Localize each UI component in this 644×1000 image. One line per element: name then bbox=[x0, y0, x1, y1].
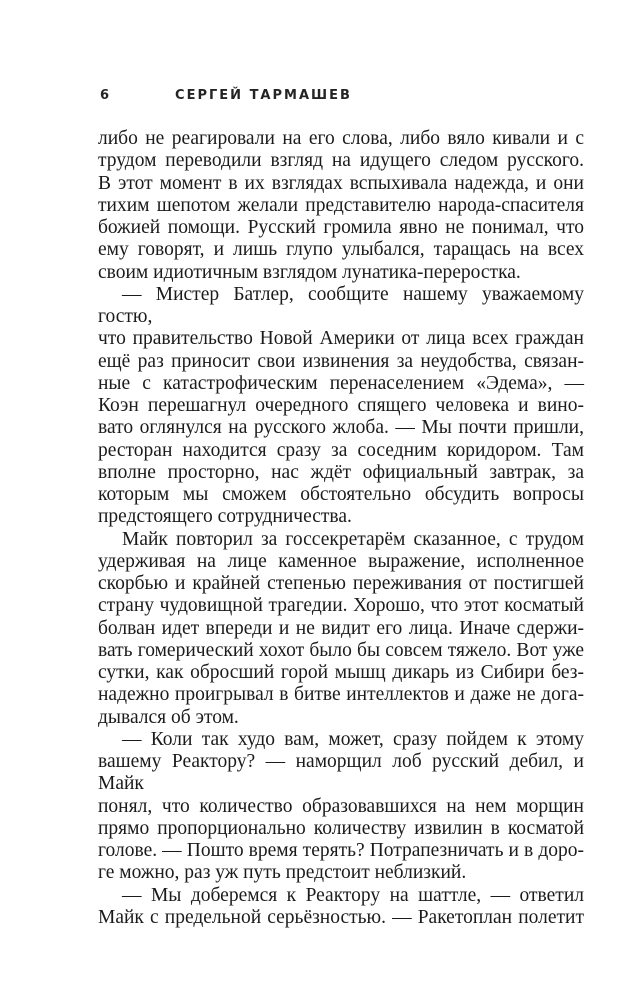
text-line: предстоящего сотрудничества. bbox=[98, 506, 352, 528]
text-line: надежно проигрывал в битве интеллектов и даже не дога- bbox=[98, 684, 584, 706]
text-line: удерживая на лице каменное выражение, исполненное bbox=[98, 550, 584, 572]
text-line: болван идет впереди и не видит его лица. Иначе сдержи- bbox=[98, 617, 584, 639]
text-line: понял, что количество образовавшихся на нем морщин bbox=[98, 795, 584, 817]
text-line: — Коли так худо вам, может, сразу пойдем к этому bbox=[122, 728, 584, 750]
text-line: страну чудовищной трагедии. Хорошо, что этот косматый bbox=[98, 595, 584, 617]
text-line: В этот момент в их взглядах вспыхивала надежда, и они bbox=[98, 172, 584, 194]
text-line: тихим шепотом желали представителю народа-спасителя bbox=[98, 194, 584, 216]
text-line: вашему Реактору? — наморщил лоб русский дебил, и Майк bbox=[98, 751, 584, 795]
text-line: вато оглянулся на русского жлоба. — Мы почти пришли, bbox=[98, 417, 584, 439]
text-line: которым мы сможем обстоятельно обсудить вопросы bbox=[98, 484, 584, 505]
text-line: Майк повторил за госсекретарём сказанное, с трудом bbox=[122, 528, 584, 550]
page-number: 6 bbox=[100, 88, 112, 103]
text-line: вполне просторно, нас ждёт официальный завтрак, за bbox=[98, 461, 584, 483]
text-line: голове. — Пошто время терять? Потрапезничать и в доро- bbox=[98, 840, 584, 861]
text-line: ещё раз приносит свои извинения за неудобства, связан- bbox=[98, 350, 584, 372]
text-line: своим идиотичным взглядом лунатика-переростка. bbox=[98, 261, 521, 283]
text-line: — Мистер Батлер, сообщите нашему уважаемому гостю, bbox=[98, 283, 584, 327]
text-line: Майк с предельной серьёзностью. — Ракетоплан полетит bbox=[98, 906, 584, 928]
text-line: прямо пропорционально количеству извилин в косматой bbox=[98, 817, 584, 839]
text-line: что правительство Новой Америки от лица всех граждан bbox=[98, 328, 584, 350]
text-line: ные с катастрофическим перенаселением «Эдема», — bbox=[98, 372, 584, 394]
text-line: скорбью и крайней степенью переживания от постигшей bbox=[98, 573, 584, 594]
text-line: сутки, как обросший горой мышц дикарь из Сибири без- bbox=[98, 662, 584, 683]
text-line: — Мы доберемся к Реактору на шаттле, — ответил bbox=[122, 884, 584, 906]
text-line: божией помощи. Русский громила явно не понимал, что bbox=[98, 217, 584, 238]
text-line: ге можно, раз уж путь предстоит неблизкий. bbox=[98, 862, 467, 884]
page-header bbox=[100, 88, 352, 103]
text-line: ресторан находится сразу за соседним коридором. Там bbox=[98, 439, 584, 461]
text-line: ему говорят, и лишь глупо улыбался, таращась на всех bbox=[98, 239, 584, 261]
text-line: либо не реагировали на его слова, либо вяло кивали и с bbox=[98, 128, 584, 149]
text-line: дывался об этом. bbox=[98, 706, 239, 728]
text-line: вать гомерический хохот было бы совсем тяжело. Вот уже bbox=[98, 639, 584, 661]
running-head-author: СЕРГЕЙ ТАРМАШЕВ bbox=[175, 88, 352, 103]
page-text bbox=[98, 128, 584, 929]
text-line: Коэн перешагнул очередного спящего человека и вино- bbox=[98, 395, 584, 416]
text-line: трудом переводили взгляд на идущего следом русского. bbox=[98, 150, 584, 172]
